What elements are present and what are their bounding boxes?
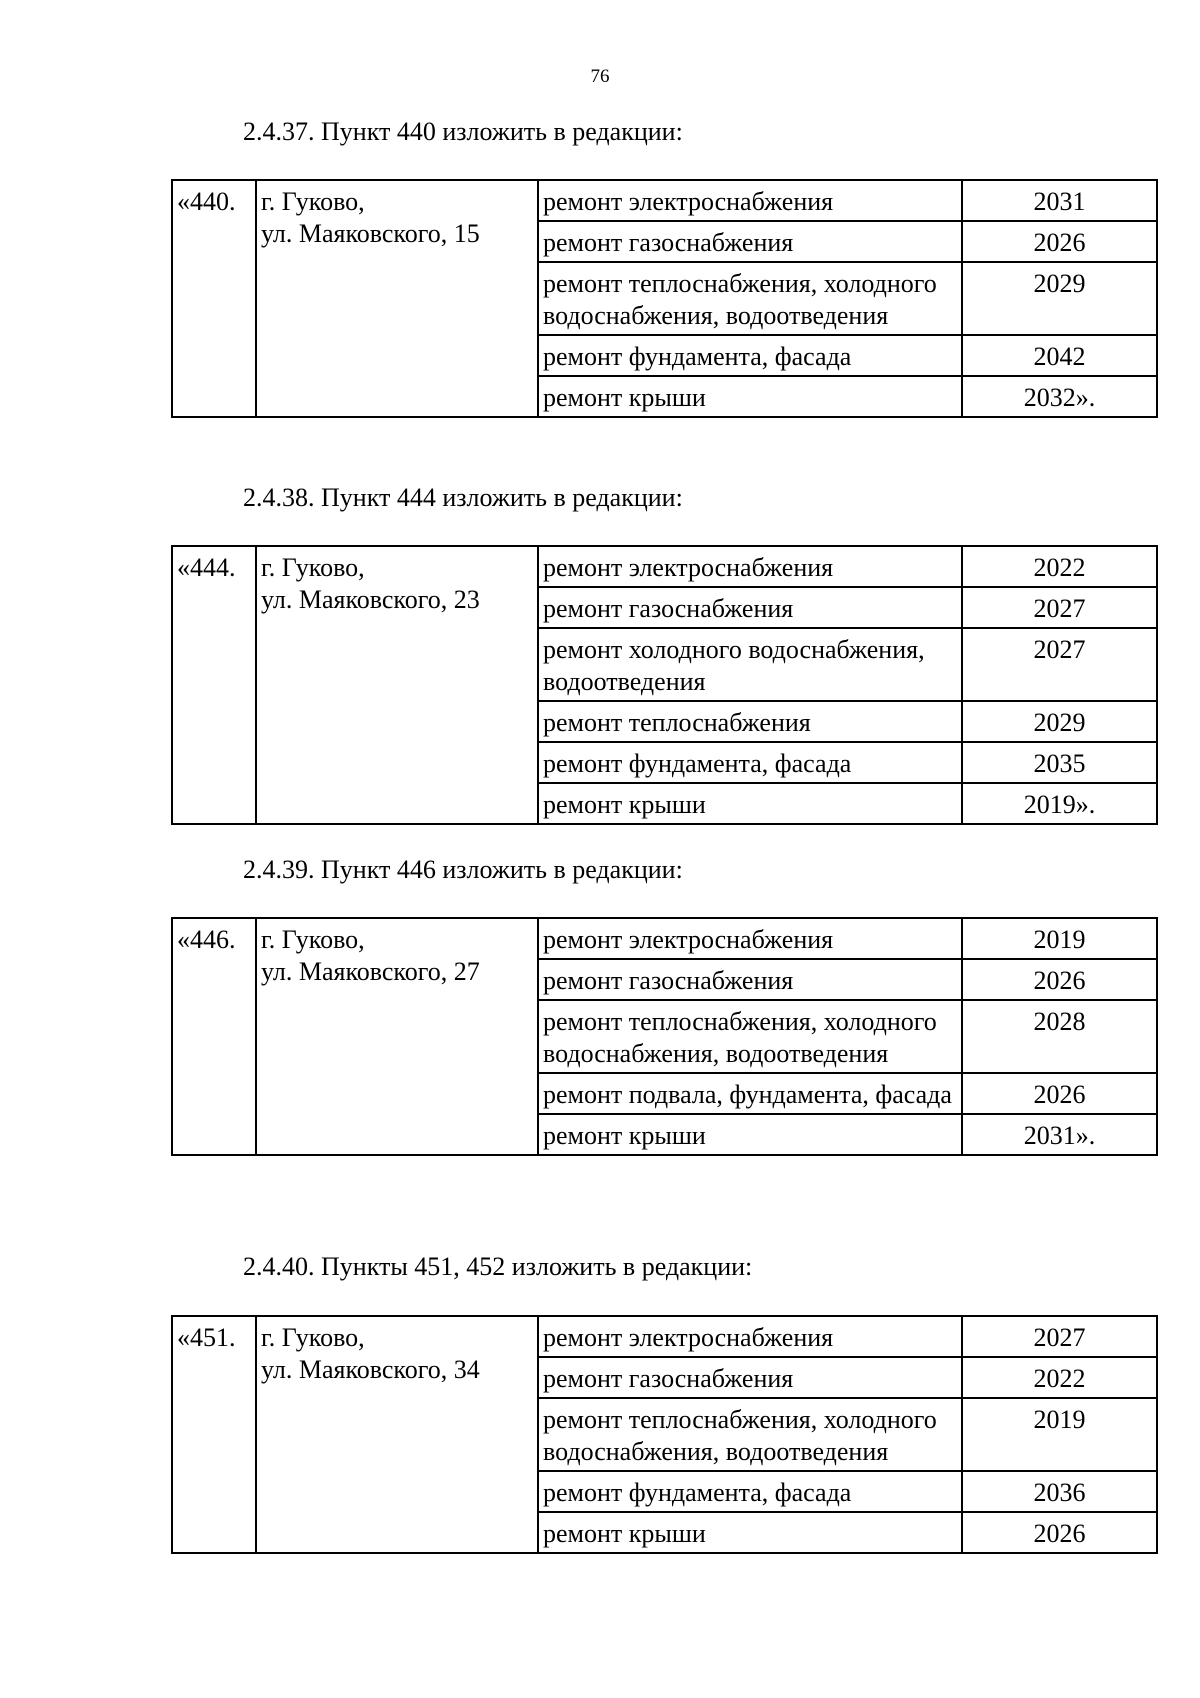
work-year: 2031». bbox=[962, 1114, 1157, 1155]
work-type: ремонт теплоснабжения, холодного водоснабжения, водоотведения bbox=[538, 1000, 962, 1073]
address-city: г. Гуково, bbox=[261, 925, 365, 954]
section-heading: 2.4.39. Пункт 446 изложить в редакции: bbox=[243, 855, 683, 884]
work-year: 2019 bbox=[962, 918, 1157, 959]
address-cell bbox=[256, 1316, 538, 1553]
work-type: ремонт электроснабжения bbox=[538, 1316, 962, 1357]
work-year: 2035 bbox=[962, 742, 1157, 783]
work-type: ремонт теплоснабжения, холодного водоснабжения, водоотведения bbox=[538, 262, 962, 335]
work-type: ремонт крыши bbox=[538, 783, 962, 824]
section-heading: 2.4.38. Пункт 444 изложить в редакции: bbox=[243, 483, 683, 512]
work-type: ремонт газоснабжения bbox=[538, 1357, 962, 1398]
work-type: ремонт электроснабжения bbox=[538, 546, 962, 587]
work-year: 2029 bbox=[962, 701, 1157, 742]
work-year: 2026 bbox=[962, 221, 1157, 262]
table-row bbox=[172, 546, 1157, 587]
work-year: 2022 bbox=[962, 546, 1157, 587]
work-type: ремонт подвала, фундамента, фасада bbox=[538, 1073, 962, 1114]
work-year: 2026 bbox=[962, 1512, 1157, 1553]
entry-number: «451. bbox=[172, 1316, 256, 1553]
work-type: ремонт крыши bbox=[538, 376, 962, 417]
work-year: 2026 bbox=[962, 959, 1157, 1000]
work-type: ремонт электроснабжения bbox=[538, 180, 962, 221]
table-row bbox=[172, 180, 1157, 221]
repair-table bbox=[171, 917, 1158, 1156]
table-row bbox=[172, 1316, 1157, 1357]
entry-number: «446. bbox=[172, 918, 256, 1155]
work-type: ремонт теплоснабжения bbox=[538, 701, 962, 742]
work-type: ремонт крыши bbox=[538, 1512, 962, 1553]
repair-table bbox=[171, 1315, 1158, 1554]
address-street: ул. Маяковского, 15 bbox=[261, 219, 480, 248]
work-year: 2042 bbox=[962, 335, 1157, 376]
work-year: 2027 bbox=[962, 628, 1157, 701]
address-city: г. Гуково, bbox=[261, 1323, 365, 1352]
work-type: ремонт фундамента, фасада bbox=[538, 742, 962, 783]
work-year: 2026 bbox=[962, 1073, 1157, 1114]
section-heading: 2.4.40. Пункты 451, 452 изложить в редакции: bbox=[243, 1252, 753, 1281]
work-type: ремонт крыши bbox=[538, 1114, 962, 1155]
work-type: ремонт фундамента, фасада bbox=[538, 1471, 962, 1512]
repair-table bbox=[171, 545, 1158, 825]
work-year: 2027 bbox=[962, 587, 1157, 628]
address-cell bbox=[256, 180, 538, 417]
address-cell bbox=[256, 918, 538, 1155]
work-type: ремонт электроснабжения bbox=[538, 918, 962, 959]
work-year: 2027 bbox=[962, 1316, 1157, 1357]
work-type: ремонт холодного водоснабжения, водоотведения bbox=[538, 628, 962, 701]
work-year: 2036 bbox=[962, 1471, 1157, 1512]
work-year: 2022 bbox=[962, 1357, 1157, 1398]
work-type: ремонт газоснабжения bbox=[538, 959, 962, 1000]
work-type: ремонт газоснабжения bbox=[538, 587, 962, 628]
address-street: ул. Маяковского, 34 bbox=[261, 1355, 480, 1384]
work-type: ремонт теплоснабжения, холодного водоснабжения, водоотведения bbox=[538, 1398, 962, 1471]
work-type: ремонт фундамента, фасада bbox=[538, 335, 962, 376]
table-row bbox=[172, 918, 1157, 959]
section-heading: 2.4.37. Пункт 440 изложить в редакции: bbox=[243, 117, 683, 146]
address-city: г. Гуково, bbox=[261, 187, 365, 216]
repair-table bbox=[171, 179, 1158, 418]
work-year: 2019». bbox=[962, 783, 1157, 824]
work-year: 2028 bbox=[962, 1000, 1157, 1073]
page-number: 76 bbox=[590, 66, 610, 87]
address-cell bbox=[256, 546, 538, 824]
work-type: ремонт газоснабжения bbox=[538, 221, 962, 262]
address-street: ул. Маяковского, 23 bbox=[261, 585, 480, 614]
work-year: 2019 bbox=[962, 1398, 1157, 1471]
entry-number: «440. bbox=[172, 180, 256, 417]
address-street: ул. Маяковского, 27 bbox=[261, 957, 480, 986]
entry-number: «444. bbox=[172, 546, 256, 824]
work-year: 2031 bbox=[962, 180, 1157, 221]
work-year: 2032». bbox=[962, 376, 1157, 417]
work-year: 2029 bbox=[962, 262, 1157, 335]
address-city: г. Гуково, bbox=[261, 553, 365, 582]
